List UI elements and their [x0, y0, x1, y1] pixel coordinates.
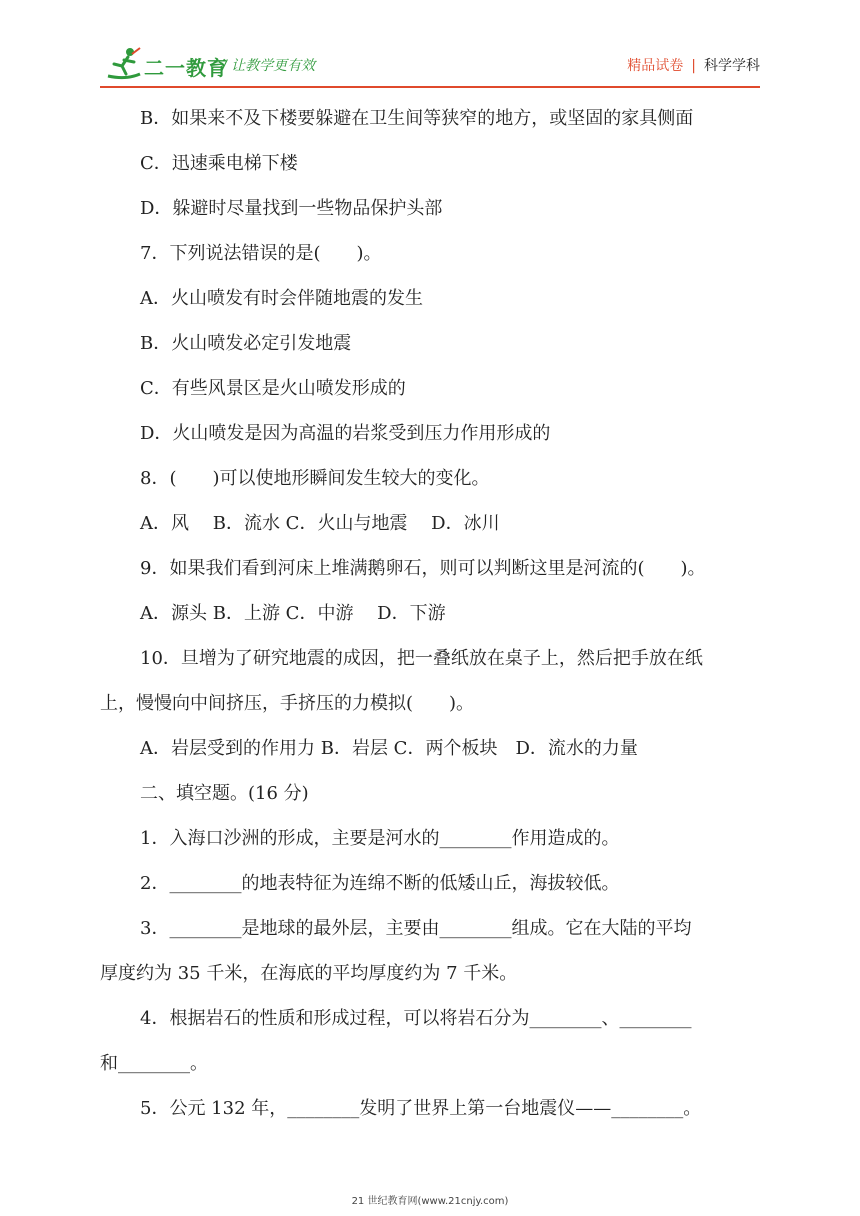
text-line: 和________。 — [100, 1053, 208, 1074]
text-line: 5．公元 132 年，________发明了世界上第一台地震仪——________。 — [140, 1098, 702, 1119]
tag-subject: 科学学科 — [704, 58, 760, 74]
text-line: 7．下列说法错误的是( )。 — [140, 243, 382, 264]
text-line: A．源头 B．上游 C．中游 D．下游 — [140, 603, 446, 624]
text-line: D．火山喷发是因为高温的岩浆受到压力作用形成的 — [140, 423, 551, 444]
tag-separator: | — [691, 58, 696, 74]
text-line: B．如果来不及下楼要躲避在卫生间等狭窄的地方，或坚固的家具侧面 — [140, 108, 694, 129]
text-line: A．火山喷发有时会伴随地震的发生 — [140, 288, 423, 309]
header-tags — [627, 55, 760, 75]
page-footer: 21 世纪教育网(www.21cnjy.com) — [351, 1196, 509, 1207]
text-line: 二、填空题。(16 分) — [140, 783, 309, 804]
text-line: 8．( )可以使地形瞬间发生较大的变化。 — [140, 468, 490, 489]
header-divider — [100, 86, 760, 88]
text-line: A．岩层受到的作用力 B．岩层 C．两个板块 D．流水的力量 — [140, 738, 638, 759]
logo-text: 二一教育 — [144, 56, 228, 80]
text-line: C．有些风景区是火山喷发形成的 — [140, 378, 406, 399]
text-line: A．风 B．流水 C．火山与地震 D．冰川 — [140, 513, 500, 534]
text-line: B．火山喷发必定引发地震 — [140, 333, 352, 354]
text-line: 3．________是地球的最外层，主要由________组成。它在大陆的平均 — [140, 918, 692, 939]
text-line: 厚度约为 35 千米，在海底的平均厚度约为 7 千米。 — [100, 963, 518, 984]
document-body — [100, 96, 762, 1131]
text-line: 4．根据岩石的性质和形成过程，可以将岩石分为________、________ — [140, 1008, 692, 1029]
page-header — [0, 0, 860, 96]
text-line: 2．________的地表特征为连绵不断的低矮山丘，海拔较低。 — [140, 873, 620, 894]
text-line: 1．入海口沙洲的形成，主要是河水的________作用造成的。 — [140, 828, 620, 849]
tag-premium: 精品试卷 — [627, 58, 684, 74]
slogan: / 让教学更有效 — [222, 58, 316, 74]
text-line: 10．旦增为了研究地震的成因，把一叠纸放在桌子上，然后把手放在纸 — [140, 648, 703, 669]
text-line: 上，慢慢向中间挤压，手挤压的力模拟( )。 — [100, 693, 475, 714]
text-line: C．迅速乘电梯下楼 — [140, 153, 298, 174]
text-line: D．躲避时尽量找到一些物品保护头部 — [140, 198, 443, 219]
text-line: 9．如果我们看到河床上堆满鹅卵石，则可以判断这里是河流的( )。 — [140, 558, 706, 579]
